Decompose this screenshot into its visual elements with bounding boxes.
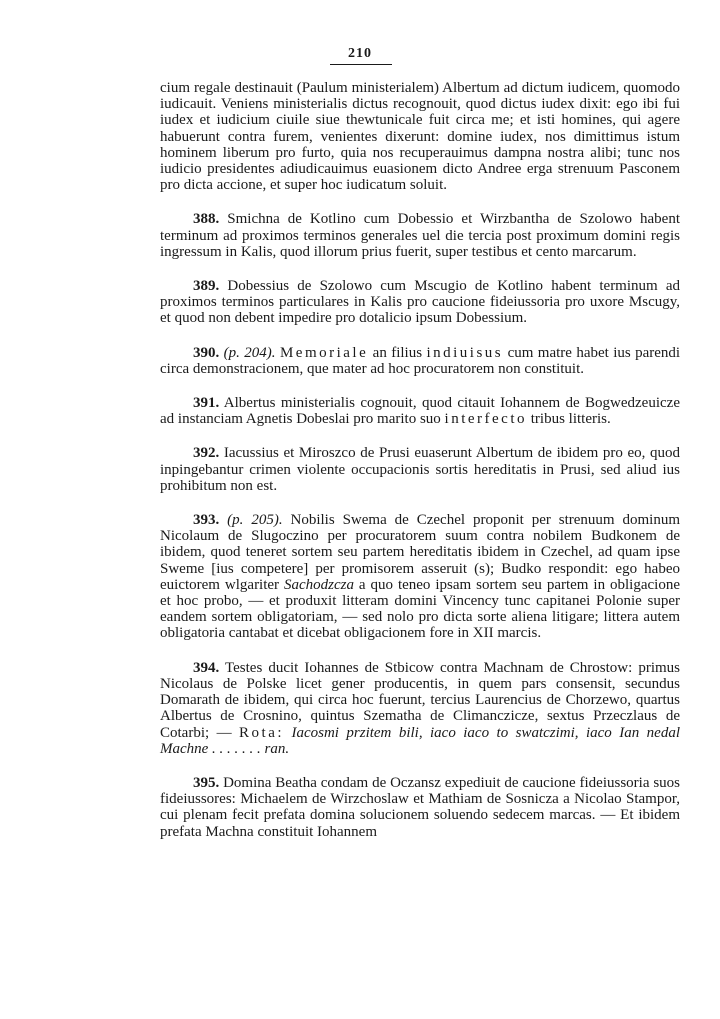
entry-text: Dobessius de Szolowo cum Mscugio de Kotlino habent terminum ad proximos terminos particulares in Kalis pro caucione fideiussoria pro uxore Mscugy, et quod non debent impedire pro dotalicio ipsum Dobessium. bbox=[160, 278, 681, 327]
spaced-term: indiuisus bbox=[426, 344, 504, 361]
entry-text: Testes ducit Iohannes de Stbicow contra Machnam de Chrostow: primus Nicolaus de Polske licet gener producentis, in quem pars consensit, secundus Domarath de ibidem, qui circa hoc fuerunt, tercius Laurencius de Chorzewo, quartus Albertus de Crosnino, quintus Szematha de Climanczicze, sextus Przeczlaus de Cotarbi; — bbox=[160, 659, 680, 741]
entry-390 bbox=[160, 345, 680, 377]
entry-number: 388. bbox=[193, 211, 220, 228]
entry-number: 389. bbox=[193, 278, 220, 295]
italic-quote: Iacosmi przitem bili, iaco iaco to swatczimi, iaco Ian nedal Machne . . . . . . . ran. bbox=[160, 724, 680, 757]
continuation-paragraph: cium regale destinauit (Paulum ministerialem) Albertum ad dictum iudicem, quomodo iudicauit. Veniens ministerialis dictus recognouit, quod dictus iudex dixit: ego ibi fui iudex et iudicium ciuile siue thewtunicale fuit circa me; et isti homines, qui agere habuerunt contra furem, venientes dixerunt: domine iudex, nos dimittimus istum hominem liberum pro furto, quia nos recuperauimus dampna nostra alibi; tunc nos iudicio presidentes adiudicauimus euasionem dicto Andree erga strenuum Pasconem pro dicta accione, et super hoc iudicatum soluit. bbox=[160, 80, 680, 194]
entry-392 bbox=[160, 445, 680, 494]
entry-text: cum matre habet ius parendi circa demonstracionem, que mater ad hoc procuratorem non constituit. bbox=[160, 344, 681, 377]
entry-text: a quo teneo ipsam sortem seu partem in obligacione et hoc probo, — et produxit litteram domini Vincency tunc capitanei Polonie super eandem sortem obligatoriam, — sed nolo pro dicta sorte aliena litigare; littera autem obligatoria cantabat et dicebat obligacionem fore in XII marcis. bbox=[160, 576, 680, 642]
entry-388 bbox=[160, 211, 680, 260]
spaced-term: interfecto bbox=[444, 411, 527, 428]
page-number-rule bbox=[330, 64, 392, 65]
entry-text: Iacussius et Miroszco de Prusi euaserunt Albertum de ibidem pro eo, quod inpingebantur crimen violente occupacionis sortis hereditatis in Prusi, sed aliud ius prohibitum non est. bbox=[160, 445, 681, 494]
entry-text: an filius bbox=[372, 344, 423, 361]
entry-394 bbox=[160, 660, 680, 757]
entry-text: Domina Beatha condam de Oczansz expediuit de caucione fideiussoria suos fideiussores: Michaelem de Wirzchoslaw et Mathiam de Sosnicza a Nicolao Stampor, cui plenam fecit prefata domina solucionem soluendo sedecem marcas. — Et ibidem prefata Machna constituit Iohannem bbox=[160, 774, 681, 840]
entry-number: 390. bbox=[193, 344, 220, 361]
page-reference: (p. 204). bbox=[223, 344, 276, 361]
entry-text: Albertus ministerialis cognouit, quod citauit Iohannem de Bogwedzeuicze ad instanciam Agnetis Dobeslai pro marito suo bbox=[160, 395, 680, 428]
entry-number: 395. bbox=[193, 774, 220, 791]
entry-text: Smichna de Kotlino cum Dobessio et Wirzbantha de Szolowo habent terminum ad proximos terminos generales uel die tercia post proximum domini regis ingressum in Kalis, quod illorum prius fuerit, super testibus et cento marcarum. bbox=[160, 211, 681, 260]
page-body bbox=[160, 80, 680, 858]
entry-391 bbox=[160, 395, 680, 427]
entry-389 bbox=[160, 278, 680, 327]
spaced-term: Memoriale bbox=[279, 344, 369, 361]
entry-395 bbox=[160, 775, 680, 840]
entry-393 bbox=[160, 512, 680, 642]
entry-number: 393. bbox=[193, 512, 220, 529]
entry-text: tribus litteris. bbox=[530, 411, 611, 428]
entry-number: 394. bbox=[193, 659, 220, 676]
page-reference: (p. 205). bbox=[227, 512, 283, 529]
entry-text: Nobilis Swema de Czechel proponit per strenuum dominum Nicolaum de Slugoczino per procuratorem suum contra nobilem Budkonem de ibidem, quod teneret sortem seu partem hereditatis ibidem in Czechel, ad quam ipse Sweme [ius competere] per promisorem asseruit (s); Budko respondit: ego habeo euictorem wlgariter bbox=[160, 512, 680, 593]
entry-number: 391. bbox=[193, 395, 220, 412]
spaced-term: Rota: bbox=[239, 724, 285, 741]
entry-number: 392. bbox=[193, 445, 220, 462]
page-number: 210 bbox=[348, 46, 372, 61]
italic-term: Sachodzcza bbox=[283, 576, 354, 593]
